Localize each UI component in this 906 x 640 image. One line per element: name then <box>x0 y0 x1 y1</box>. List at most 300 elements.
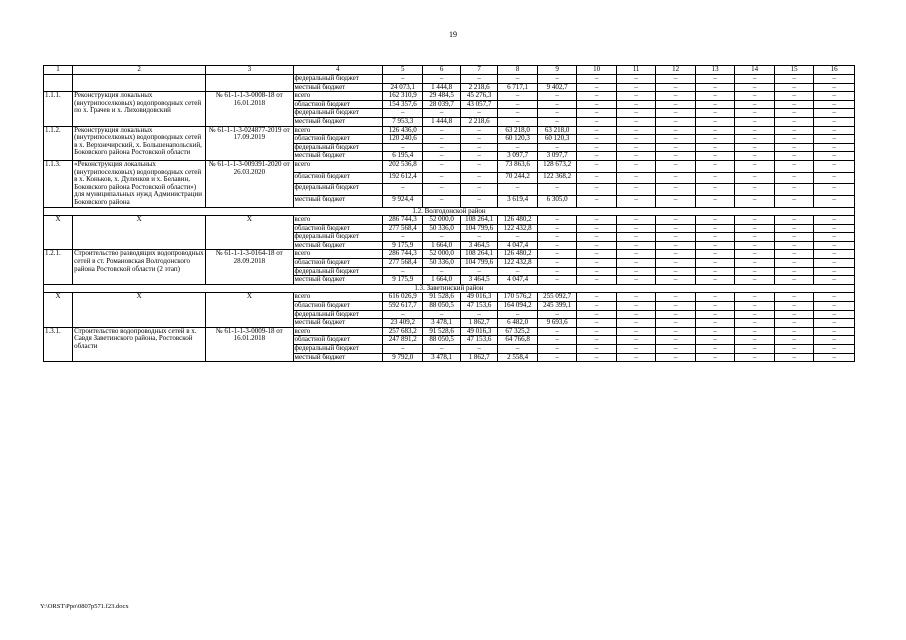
amount-cell: – <box>814 336 855 345</box>
amount-cell: – <box>577 327 617 336</box>
amount-cell: 1 862,7 <box>460 353 497 362</box>
funding-source: областной бюджет <box>293 336 382 345</box>
funding-source: всего <box>293 160 382 172</box>
funding-source: всего <box>293 327 382 336</box>
funding-source: местный бюджет <box>293 353 382 362</box>
amount-cell: – <box>735 109 775 118</box>
amount-cell: – <box>735 224 775 233</box>
amount-cell: – <box>577 117 617 126</box>
amount-cell: – <box>656 160 696 172</box>
amount-cell: 126 436,0 <box>382 126 423 135</box>
amount-cell: 2 218,6 <box>460 83 497 92</box>
amount-cell: – <box>656 293 696 302</box>
amount-cell: – <box>423 135 460 144</box>
amount-cell: – <box>695 302 735 311</box>
amount-cell: – <box>423 267 460 276</box>
amount-cell: – <box>814 216 855 225</box>
section-row <box>44 284 855 293</box>
amount-cell: 4 047,4 <box>498 241 538 250</box>
amount-cell: – <box>774 250 814 259</box>
amount-cell: – <box>814 241 855 250</box>
amount-cell: – <box>656 184 696 196</box>
amount-cell: 122 368,2 <box>537 172 577 184</box>
amount-cell: – <box>616 250 656 259</box>
amount-cell: – <box>616 216 656 225</box>
amount-cell: – <box>774 109 814 118</box>
amount-cell: – <box>382 143 423 152</box>
amount-cell: 3 478,1 <box>423 319 460 328</box>
funding-source: всего <box>293 92 382 101</box>
amount-cell: – <box>656 241 696 250</box>
amount-cell: 1 444,8 <box>423 117 460 126</box>
amount-cell: – <box>656 336 696 345</box>
amount-cell: – <box>814 310 855 319</box>
amount-cell: – <box>423 126 460 135</box>
table-row <box>44 75 855 84</box>
amount-cell: – <box>382 345 423 354</box>
page-number: 19 <box>449 30 457 39</box>
table-row <box>44 327 855 336</box>
amount-cell: – <box>577 224 617 233</box>
amount-cell: – <box>498 143 538 152</box>
amount-cell: – <box>423 195 460 207</box>
amount-cell: – <box>460 109 497 118</box>
amount-cell: – <box>735 327 775 336</box>
amount-cell: 88 050,5 <box>423 302 460 311</box>
amount-cell: – <box>577 276 617 285</box>
column-number: 5 <box>382 66 423 75</box>
amount-cell: 47 153,6 <box>460 302 497 311</box>
amount-cell: – <box>814 75 855 84</box>
amount-cell: – <box>616 336 656 345</box>
amount-cell: – <box>460 195 497 207</box>
amount-cell: – <box>695 216 735 225</box>
amount-cell: 47 153,6 <box>460 336 497 345</box>
amount-cell: – <box>616 195 656 207</box>
amount-cell: 202 536,8 <box>382 160 423 172</box>
amount-cell: 126 480,2 <box>498 216 538 225</box>
amount-cell: 2 558,4 <box>498 353 538 362</box>
amount-cell: – <box>774 319 814 328</box>
amount-cell: – <box>577 75 617 84</box>
amount-cell: – <box>735 195 775 207</box>
amount-cell: – <box>774 117 814 126</box>
amount-cell: – <box>695 319 735 328</box>
amount-cell: – <box>814 224 855 233</box>
amount-cell: 108 264,1 <box>460 216 497 225</box>
amount-cell: – <box>382 75 423 84</box>
amount-cell: – <box>695 353 735 362</box>
amount-cell: – <box>814 172 855 184</box>
amount-cell: – <box>382 109 423 118</box>
amount-cell: – <box>460 126 497 135</box>
section-row <box>44 207 855 216</box>
footer-file-path: Y:\ORST\Ppo\0807p571.f23.docx <box>40 603 129 610</box>
amount-cell: – <box>695 336 735 345</box>
amount-cell: – <box>616 126 656 135</box>
amount-cell: – <box>735 160 775 172</box>
amount-cell: 63 218,0 <box>498 126 538 135</box>
amount-cell: 1 862,7 <box>460 319 497 328</box>
amount-cell: – <box>382 184 423 196</box>
amount-cell: 247 891,2 <box>382 336 423 345</box>
amount-cell: – <box>616 117 656 126</box>
amount-cell: – <box>498 184 538 196</box>
amount-cell: – <box>423 143 460 152</box>
item-description: Х <box>73 293 206 327</box>
amount-cell: – <box>774 152 814 161</box>
amount-cell: 126 480,2 <box>498 250 538 259</box>
amount-cell: 9 693,6 <box>537 319 577 328</box>
section-title: 1.2. Волгодонской район <box>44 207 855 216</box>
amount-cell: – <box>537 143 577 152</box>
amount-cell: – <box>695 276 735 285</box>
item-number: 1.1.3. <box>44 160 73 207</box>
amount-cell: – <box>774 143 814 152</box>
funding-source: областной бюджет <box>293 224 382 233</box>
amount-cell: – <box>774 83 814 92</box>
item-document: Х <box>206 216 293 250</box>
amount-cell: 277 568,4 <box>382 259 423 268</box>
amount-cell: – <box>656 250 696 259</box>
amount-cell: 164 094,2 <box>498 302 538 311</box>
amount-cell: – <box>774 75 814 84</box>
amount-cell: – <box>577 100 617 109</box>
amount-cell: – <box>498 233 538 242</box>
amount-cell: – <box>814 319 855 328</box>
amount-cell: 192 612,4 <box>382 172 423 184</box>
amount-cell: 70 244,2 <box>498 172 538 184</box>
amount-cell: – <box>814 92 855 101</box>
amount-cell: – <box>735 250 775 259</box>
funding-source: всего <box>293 126 382 135</box>
column-number: 10 <box>577 66 617 75</box>
table-row <box>44 160 855 172</box>
amount-cell: – <box>423 109 460 118</box>
item-document: № 61-1-1-3-0164-18 от 28.09.2018 <box>206 250 293 284</box>
amount-cell: 1 444,8 <box>423 83 460 92</box>
amount-cell: – <box>577 319 617 328</box>
amount-cell: 9 792,0 <box>382 353 423 362</box>
amount-cell: 88 050,5 <box>423 336 460 345</box>
amount-cell: – <box>616 92 656 101</box>
column-number: 4 <box>293 66 382 75</box>
amount-cell: – <box>656 83 696 92</box>
amount-cell: – <box>695 75 735 84</box>
amount-cell: – <box>460 233 497 242</box>
amount-cell: – <box>616 319 656 328</box>
amount-cell: 4 047,4 <box>498 276 538 285</box>
amount-cell: 170 576,2 <box>498 293 538 302</box>
amount-cell: 67 325,2 <box>498 327 538 336</box>
table-row <box>44 126 855 135</box>
column-number: 9 <box>537 66 577 75</box>
amount-cell: – <box>498 345 538 354</box>
amount-cell: – <box>616 293 656 302</box>
amount-cell: 52 000,0 <box>423 250 460 259</box>
amount-cell: – <box>695 152 735 161</box>
amount-cell: – <box>735 310 775 319</box>
amount-cell: – <box>695 327 735 336</box>
amount-cell: 1 664,0 <box>423 276 460 285</box>
amount-cell: – <box>577 267 617 276</box>
amount-cell: – <box>498 267 538 276</box>
amount-cell: – <box>537 267 577 276</box>
amount-cell: – <box>814 195 855 207</box>
amount-cell: – <box>616 310 656 319</box>
amount-cell: – <box>498 100 538 109</box>
item-document: № 61-1-1-3-024877-2019 от 17.09.2019 <box>206 126 293 160</box>
amount-cell: 3 097,7 <box>498 152 538 161</box>
amount-cell: – <box>735 353 775 362</box>
budget-table <box>43 65 855 362</box>
amount-cell: – <box>735 75 775 84</box>
amount-cell: – <box>577 143 617 152</box>
amount-cell: – <box>695 250 735 259</box>
amount-cell: – <box>537 310 577 319</box>
amount-cell: – <box>656 259 696 268</box>
funding-source: всего <box>293 216 382 225</box>
amount-cell: – <box>537 241 577 250</box>
amount-cell: – <box>656 319 696 328</box>
amount-cell: – <box>498 75 538 84</box>
amount-cell: – <box>382 233 423 242</box>
amount-cell: – <box>616 100 656 109</box>
amount-cell: – <box>616 75 656 84</box>
funding-source: местный бюджет <box>293 241 382 250</box>
column-number: 7 <box>460 66 497 75</box>
section-title: 1.3. Заветинский район <box>44 284 855 293</box>
amount-cell: – <box>616 345 656 354</box>
amount-cell: – <box>616 267 656 276</box>
amount-cell: – <box>735 336 775 345</box>
table-row <box>44 250 855 259</box>
item-description: Реконструкция локальных (внутрипоселковых) водопроводных сетей в х. Верхнечирский, х. Большенапольский, Боковского района Ростовской области <box>73 126 206 160</box>
amount-cell: – <box>616 327 656 336</box>
item-description: Строительство разводящих водопроводных сетей в ст. Романовская Волгодонского района Ростовской области (2 этап) <box>73 250 206 284</box>
amount-cell: – <box>695 310 735 319</box>
amount-cell: – <box>695 92 735 101</box>
amount-cell: – <box>423 233 460 242</box>
amount-cell: – <box>537 276 577 285</box>
amount-cell: – <box>735 293 775 302</box>
amount-cell: – <box>498 310 538 319</box>
amount-cell: 6 195,4 <box>382 152 423 161</box>
amount-cell: 154 357,6 <box>382 100 423 109</box>
amount-cell: – <box>774 184 814 196</box>
amount-cell: – <box>774 160 814 172</box>
amount-cell: – <box>735 276 775 285</box>
amount-cell: 9 175,9 <box>382 276 423 285</box>
amount-cell: – <box>814 109 855 118</box>
amount-cell: – <box>735 319 775 328</box>
amount-cell: 3 464,5 <box>460 276 497 285</box>
amount-cell: – <box>460 152 497 161</box>
amount-cell: – <box>774 126 814 135</box>
amount-cell: – <box>460 310 497 319</box>
amount-cell: – <box>814 135 855 144</box>
funding-source: местный бюджет <box>293 276 382 285</box>
amount-cell: – <box>814 143 855 152</box>
amount-cell: 60 120,3 <box>498 135 538 144</box>
amount-cell: – <box>695 143 735 152</box>
amount-cell: – <box>577 83 617 92</box>
funding-source: федеральный бюджет <box>293 143 382 152</box>
amount-cell: – <box>423 172 460 184</box>
item-document <box>206 75 293 92</box>
amount-cell: 6 482,0 <box>498 319 538 328</box>
amount-cell: 7 953,3 <box>382 117 423 126</box>
amount-cell: – <box>460 184 497 196</box>
amount-cell: – <box>616 109 656 118</box>
amount-cell: – <box>537 233 577 242</box>
column-number: 3 <box>206 66 293 75</box>
amount-cell: 23 409,2 <box>382 319 423 328</box>
amount-cell: – <box>774 293 814 302</box>
amount-cell: – <box>537 117 577 126</box>
amount-cell: – <box>695 233 735 242</box>
funding-source: федеральный бюджет <box>293 310 382 319</box>
item-document: № 61-1-1-3-0008-18 от 16.01.2018 <box>206 92 293 126</box>
amount-cell: – <box>814 250 855 259</box>
amount-cell: – <box>616 160 656 172</box>
funding-source: местный бюджет <box>293 152 382 161</box>
amount-cell: 616 026,9 <box>382 293 423 302</box>
amount-cell: – <box>537 327 577 336</box>
amount-cell: 60 120,3 <box>537 135 577 144</box>
amount-cell: – <box>814 345 855 354</box>
amount-cell: – <box>537 259 577 268</box>
amount-cell: 3 464,5 <box>460 241 497 250</box>
amount-cell: – <box>814 100 855 109</box>
amount-cell: – <box>735 233 775 242</box>
amount-cell: – <box>695 195 735 207</box>
item-number: 1.3.1. <box>44 327 73 361</box>
amount-cell: – <box>735 302 775 311</box>
amount-cell: – <box>814 152 855 161</box>
amount-cell: – <box>537 250 577 259</box>
amount-cell: – <box>656 327 696 336</box>
amount-cell: 3 097,7 <box>537 152 577 161</box>
amount-cell: – <box>577 233 617 242</box>
amount-cell: – <box>577 302 617 311</box>
amount-cell: – <box>577 135 617 144</box>
table-row <box>44 216 855 225</box>
amount-cell: – <box>656 109 696 118</box>
amount-cell: 108 264,1 <box>460 250 497 259</box>
amount-cell: – <box>695 184 735 196</box>
amount-cell: – <box>774 172 814 184</box>
amount-cell: – <box>577 259 617 268</box>
amount-cell: – <box>695 259 735 268</box>
amount-cell: – <box>656 126 696 135</box>
amount-cell: – <box>814 267 855 276</box>
amount-cell: – <box>814 117 855 126</box>
amount-cell: 255 092,7 <box>537 293 577 302</box>
amount-cell: 286 744,3 <box>382 250 423 259</box>
amount-cell: – <box>735 100 775 109</box>
amount-cell: – <box>695 224 735 233</box>
amount-cell: – <box>695 135 735 144</box>
amount-cell: – <box>774 336 814 345</box>
funding-source: федеральный бюджет <box>293 345 382 354</box>
funding-source: федеральный бюджет <box>293 233 382 242</box>
amount-cell: – <box>774 241 814 250</box>
amount-cell: – <box>814 184 855 196</box>
amount-cell: – <box>537 224 577 233</box>
amount-cell: – <box>656 276 696 285</box>
amount-cell: – <box>616 224 656 233</box>
amount-cell: 50 336,0 <box>423 224 460 233</box>
amount-cell: – <box>695 241 735 250</box>
amount-cell: – <box>577 195 617 207</box>
amount-cell: – <box>735 184 775 196</box>
amount-cell: 63 218,0 <box>537 126 577 135</box>
amount-cell: – <box>814 126 855 135</box>
table-row <box>44 92 855 101</box>
item-description: Строительство водопроводных сетей в х. Савдя Заветинского района, Ростовской области <box>73 327 206 361</box>
funding-source: местный бюджет <box>293 117 382 126</box>
amount-cell: 52 000,0 <box>423 216 460 225</box>
amount-cell: – <box>695 267 735 276</box>
amount-cell: – <box>616 143 656 152</box>
item-number: Х <box>44 293 73 327</box>
amount-cell: – <box>735 216 775 225</box>
item-document: Х <box>206 293 293 327</box>
amount-cell: – <box>382 310 423 319</box>
amount-cell: 122 432,8 <box>498 259 538 268</box>
amount-cell: – <box>537 92 577 101</box>
item-number: 1.1.2. <box>44 126 73 160</box>
amount-cell: 6 717,1 <box>498 83 538 92</box>
column-number: 14 <box>735 66 775 75</box>
funding-source: федеральный бюджет <box>293 267 382 276</box>
amount-cell: – <box>774 267 814 276</box>
amount-cell: 6 305,0 <box>537 195 577 207</box>
amount-cell: – <box>814 233 855 242</box>
amount-cell: – <box>656 135 696 144</box>
amount-cell: – <box>577 109 617 118</box>
amount-cell: – <box>695 160 735 172</box>
amount-cell: – <box>537 216 577 225</box>
amount-cell: 9 924,4 <box>382 195 423 207</box>
header-row <box>44 66 855 75</box>
amount-cell: – <box>577 216 617 225</box>
table-body <box>44 66 855 362</box>
amount-cell: – <box>577 126 617 135</box>
amount-cell: – <box>423 152 460 161</box>
amount-cell: – <box>577 345 617 354</box>
column-number: 16 <box>814 66 855 75</box>
amount-cell: – <box>498 117 538 126</box>
amount-cell: 277 568,4 <box>382 224 423 233</box>
amount-cell: – <box>774 310 814 319</box>
amount-cell: 49 016,3 <box>460 327 497 336</box>
amount-cell: 49 016,3 <box>460 293 497 302</box>
amount-cell: – <box>774 92 814 101</box>
amount-cell: 9 175,9 <box>382 241 423 250</box>
column-number: 1 <box>44 66 73 75</box>
amount-cell: – <box>695 117 735 126</box>
amount-cell: 286 744,3 <box>382 216 423 225</box>
amount-cell: – <box>695 172 735 184</box>
amount-cell: – <box>577 293 617 302</box>
amount-cell: – <box>656 216 696 225</box>
amount-cell: – <box>498 109 538 118</box>
funding-source: областной бюджет <box>293 302 382 311</box>
amount-cell: – <box>695 109 735 118</box>
funding-source: областной бюджет <box>293 135 382 144</box>
